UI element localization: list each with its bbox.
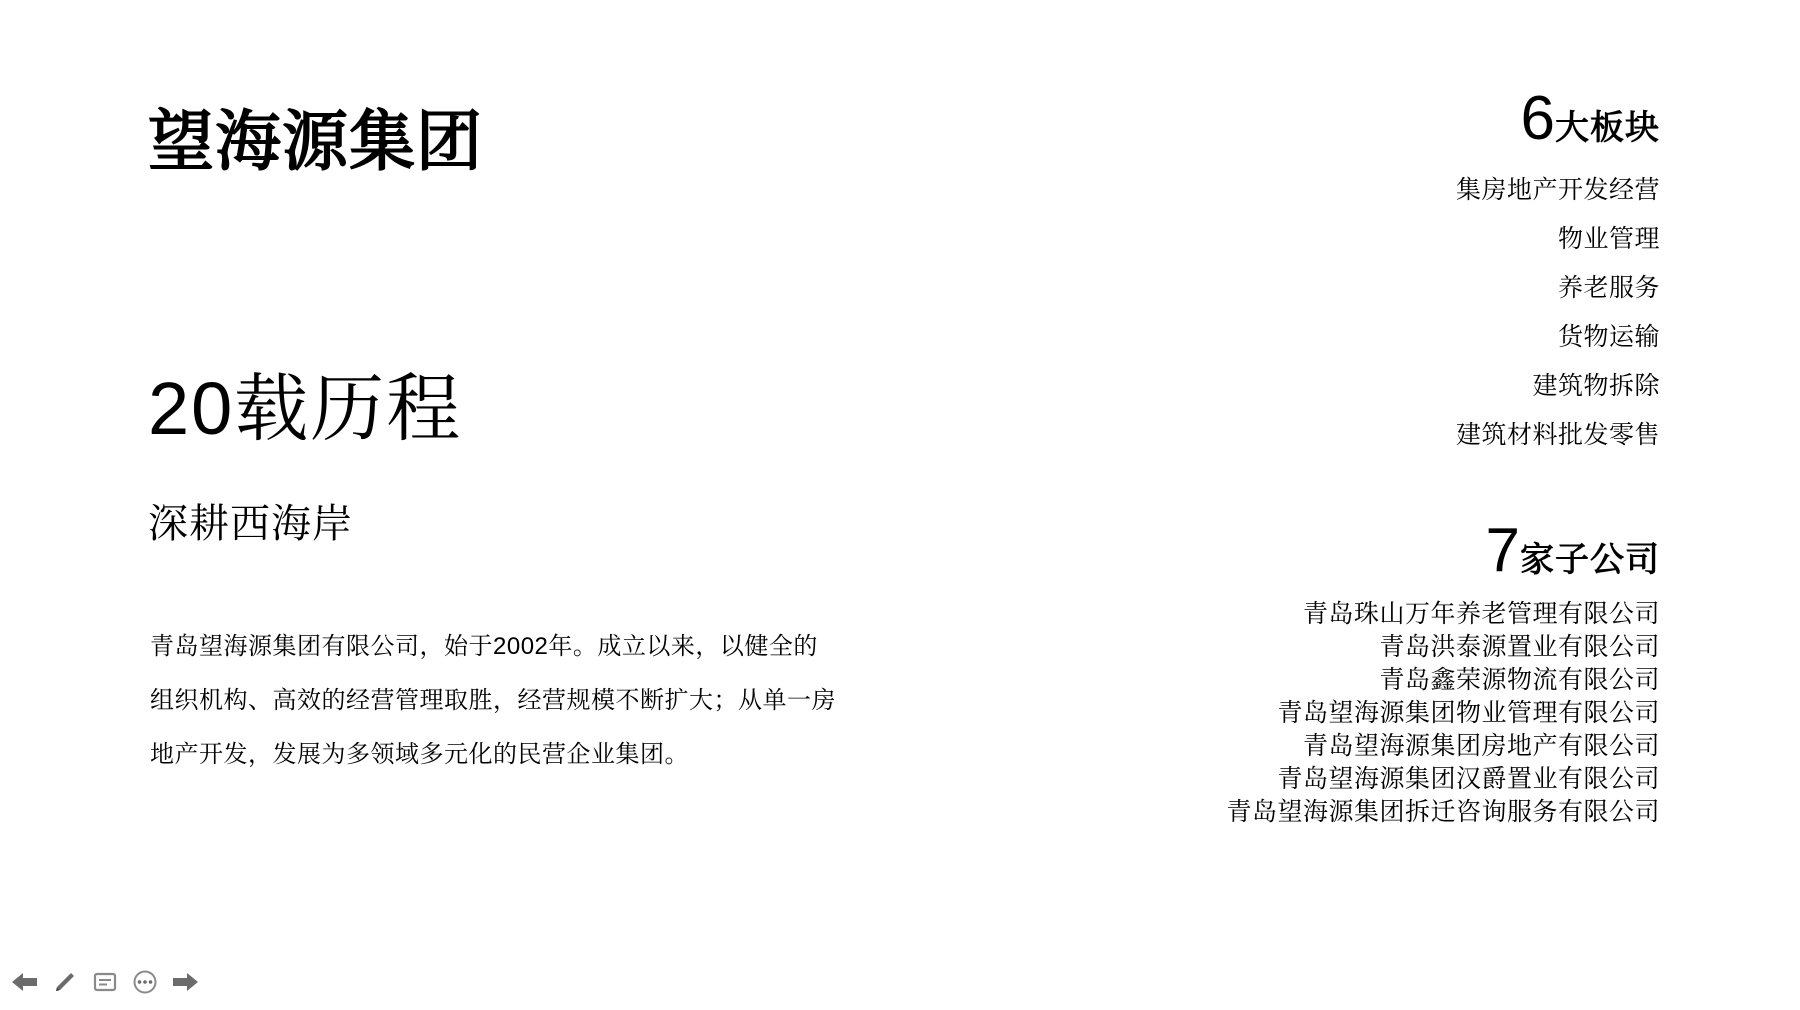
subsidiaries-list <box>1020 598 1660 829</box>
list-item: 集房地产开发经营 <box>1455 176 1660 204</box>
subsidiaries-unit: 家子公司 <box>1520 541 1660 579</box>
company-description: 青岛望海源集团有限公司，始于2002年。成立以来，以健全的组织机构、高效的经营管理取胜，经营规模不断扩大；从单一房地产开发，发展为多领域多元化的民营企业集团。 <box>150 633 836 768</box>
subsidiaries-count: 7 <box>1485 516 1520 585</box>
sectors-unit: 大板块 <box>1555 109 1660 147</box>
brand-title: 望海源集团 <box>148 104 483 178</box>
list-item: 青岛珠山万年养老管理有限公司 <box>1302 600 1660 628</box>
list-item: 建筑物拆除 <box>1532 372 1660 400</box>
list-item: 青岛望海源集团物业管理有限公司 <box>1277 699 1660 727</box>
pen-tool-button[interactable] <box>48 965 82 999</box>
list-item: 青岛望海源集团汉爵置业有限公司 <box>1277 765 1660 793</box>
list-item: 青岛洪泰源置业有限公司 <box>1379 633 1660 661</box>
years-headline: 20载历程 <box>148 367 463 450</box>
sectors-list <box>1020 166 1660 460</box>
more-icon <box>132 970 158 994</box>
list-item: 青岛望海源集团房地产有限公司 <box>1302 732 1660 760</box>
sectors-heading <box>1020 84 1660 153</box>
forward-arrow-icon <box>172 971 198 993</box>
previous-slide-button[interactable] <box>8 965 42 999</box>
list-item: 物业管理 <box>1557 225 1660 253</box>
subsidiaries-heading <box>1020 516 1660 585</box>
pen-icon <box>53 970 77 994</box>
sub-headline: 深耕西海岸 <box>148 502 353 546</box>
list-item: 青岛望海源集团拆迁咨询服务有限公司 <box>1226 798 1660 826</box>
sectors-block <box>1020 84 1660 460</box>
subsidiaries-block <box>1020 516 1660 829</box>
list-item: 青岛鑫荣源物流有限公司 <box>1379 666 1660 694</box>
note-icon <box>93 971 117 993</box>
more-options-button[interactable] <box>128 965 162 999</box>
presentation-toolbar <box>8 962 202 1002</box>
notes-button[interactable] <box>88 965 122 999</box>
back-arrow-icon <box>12 971 38 993</box>
list-item: 建筑材料批发零售 <box>1455 421 1660 449</box>
list-item: 养老服务 <box>1557 274 1660 302</box>
list-item: 货物运输 <box>1557 323 1660 351</box>
next-slide-button[interactable] <box>168 965 202 999</box>
sectors-count: 6 <box>1520 84 1555 153</box>
